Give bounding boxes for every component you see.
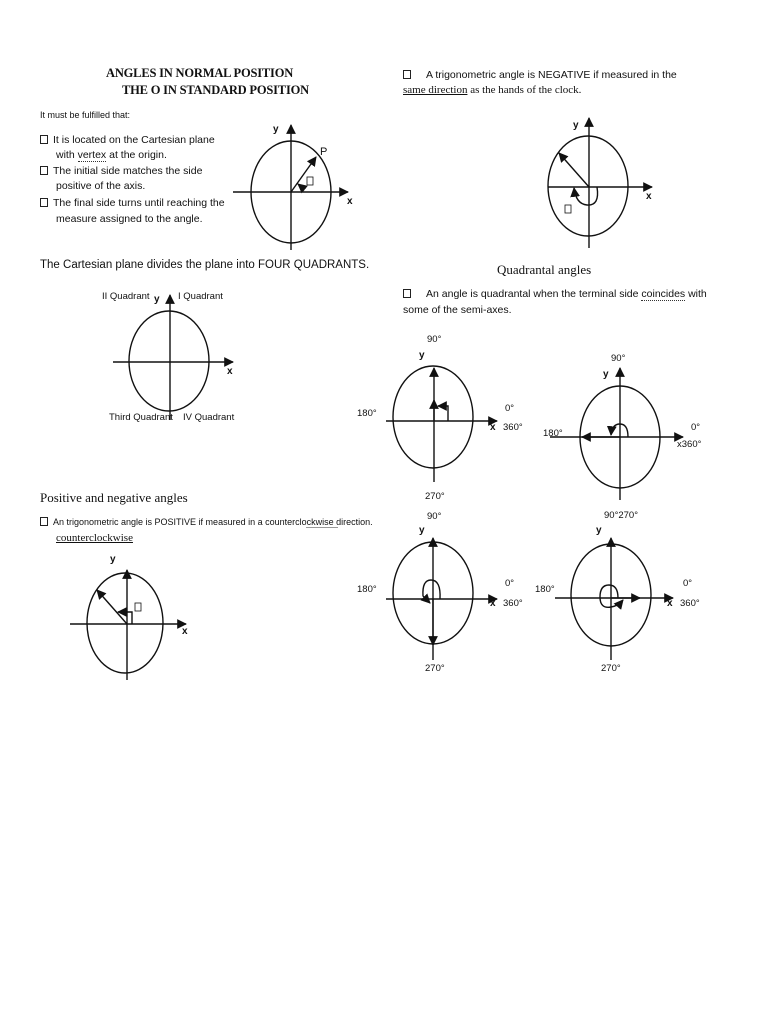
pos-neg-heading: Positive and negative angles (40, 490, 188, 505)
deg-0-label: 0° (505, 578, 515, 589)
deg-90-270-label: 90°270° (604, 510, 639, 521)
quadrant-1-label: I Quadrant (178, 291, 223, 302)
bullet-2: The initial side matches the side (40, 164, 202, 179)
negative-text-2: same direction as the hands of the clock. (403, 84, 582, 96)
axis-x-label: x (667, 598, 673, 609)
point-p-label: P (320, 146, 328, 158)
title-line2: THE O IN STANDARD POSITION (122, 83, 309, 97)
quadrants-intro: The Cartesian plane divides the plane into FOUR QUADRANTS. (40, 259, 370, 271)
quadrantal-heading: Quadrantal angles (497, 262, 592, 277)
deg-180-label: 180° (543, 428, 563, 439)
axis-x-label: x (490, 422, 496, 433)
bullet-3: The final side turns until reaching the (40, 196, 225, 211)
axis-x-label: x (490, 598, 496, 609)
quadrantal-text-2: some of the semi-axes. (403, 304, 512, 316)
standard-position-diagram (233, 125, 348, 250)
deg-270-label: 270° (601, 663, 621, 674)
positive-angle-diagram (70, 570, 186, 680)
axis-y-label: y (419, 350, 425, 361)
fulfilled-text: It must be fulfilled that: (40, 110, 131, 120)
bullet-1-cont: with vertex at the origin. (56, 149, 167, 161)
positive-text: An trigonometric angle is POSITIVE if measured in a counterclockwise direction. (40, 517, 373, 527)
negative-angle-diagram (548, 118, 652, 248)
deg-0-label: 0° (691, 422, 701, 433)
axis-y-label: y (596, 525, 602, 536)
quadrantal-90-diagram (386, 366, 497, 482)
deg-270-label: 270° (425, 663, 445, 674)
quadrant-2-label: II Quadrant (102, 291, 150, 302)
bullet-2-cont: positive of the axis. (56, 180, 146, 192)
axis-y-label: y (110, 554, 116, 565)
quadrantal-text-1: An angle is quadrantal when the terminal side coincides with (403, 287, 707, 302)
axis-y-label: y (603, 369, 609, 380)
quadrantal-270-diagram (386, 538, 497, 660)
deg-90-label: 90° (427, 511, 442, 522)
axis-x-label: x (182, 626, 188, 637)
bullet-1: It is located on the Cartesian plane (40, 133, 215, 148)
deg-360-label: 360° (503, 422, 523, 433)
quadrant-3-label: Third Quadrant (109, 412, 173, 423)
bullet-3-cont: measure assigned to the angle. (56, 213, 203, 225)
deg-0-label: 0° (505, 403, 515, 414)
axis-y-label: y (419, 525, 425, 536)
quadrants-diagram (113, 295, 233, 420)
axis-x-label: x (227, 366, 233, 377)
deg-360-label: 360° (680, 598, 700, 609)
axis-y-label: y (573, 120, 579, 131)
axis-y-label: y (154, 294, 160, 305)
deg-0-label: 0° (683, 578, 693, 589)
deg-180-label: 180° (357, 584, 377, 595)
quadrantal-180-diagram (550, 368, 683, 500)
deg-270-label: 270° (425, 491, 445, 502)
deg-90-label: 90° (427, 334, 442, 345)
axis-x-label: x (347, 196, 353, 207)
axis-x-label: x (646, 191, 652, 202)
title-line1: ANGLES IN NORMAL POSITION (106, 66, 294, 80)
counterclockwise-label: counterclockwise (56, 532, 133, 544)
deg-180-label: 180° (535, 584, 555, 595)
deg-90-label: 90° (611, 353, 626, 364)
quadrantal-360-diagram (555, 538, 673, 660)
deg-360-label: 360° (503, 598, 523, 609)
deg-180-label: 180° (357, 408, 377, 419)
negative-text-1: A trigonometric angle is NEGATIVE if measured in the (403, 68, 677, 83)
axis-y-label: y (273, 124, 279, 135)
deg-360-label: x360° (677, 439, 702, 450)
quadrant-4-label: IV Quadrant (183, 412, 235, 423)
